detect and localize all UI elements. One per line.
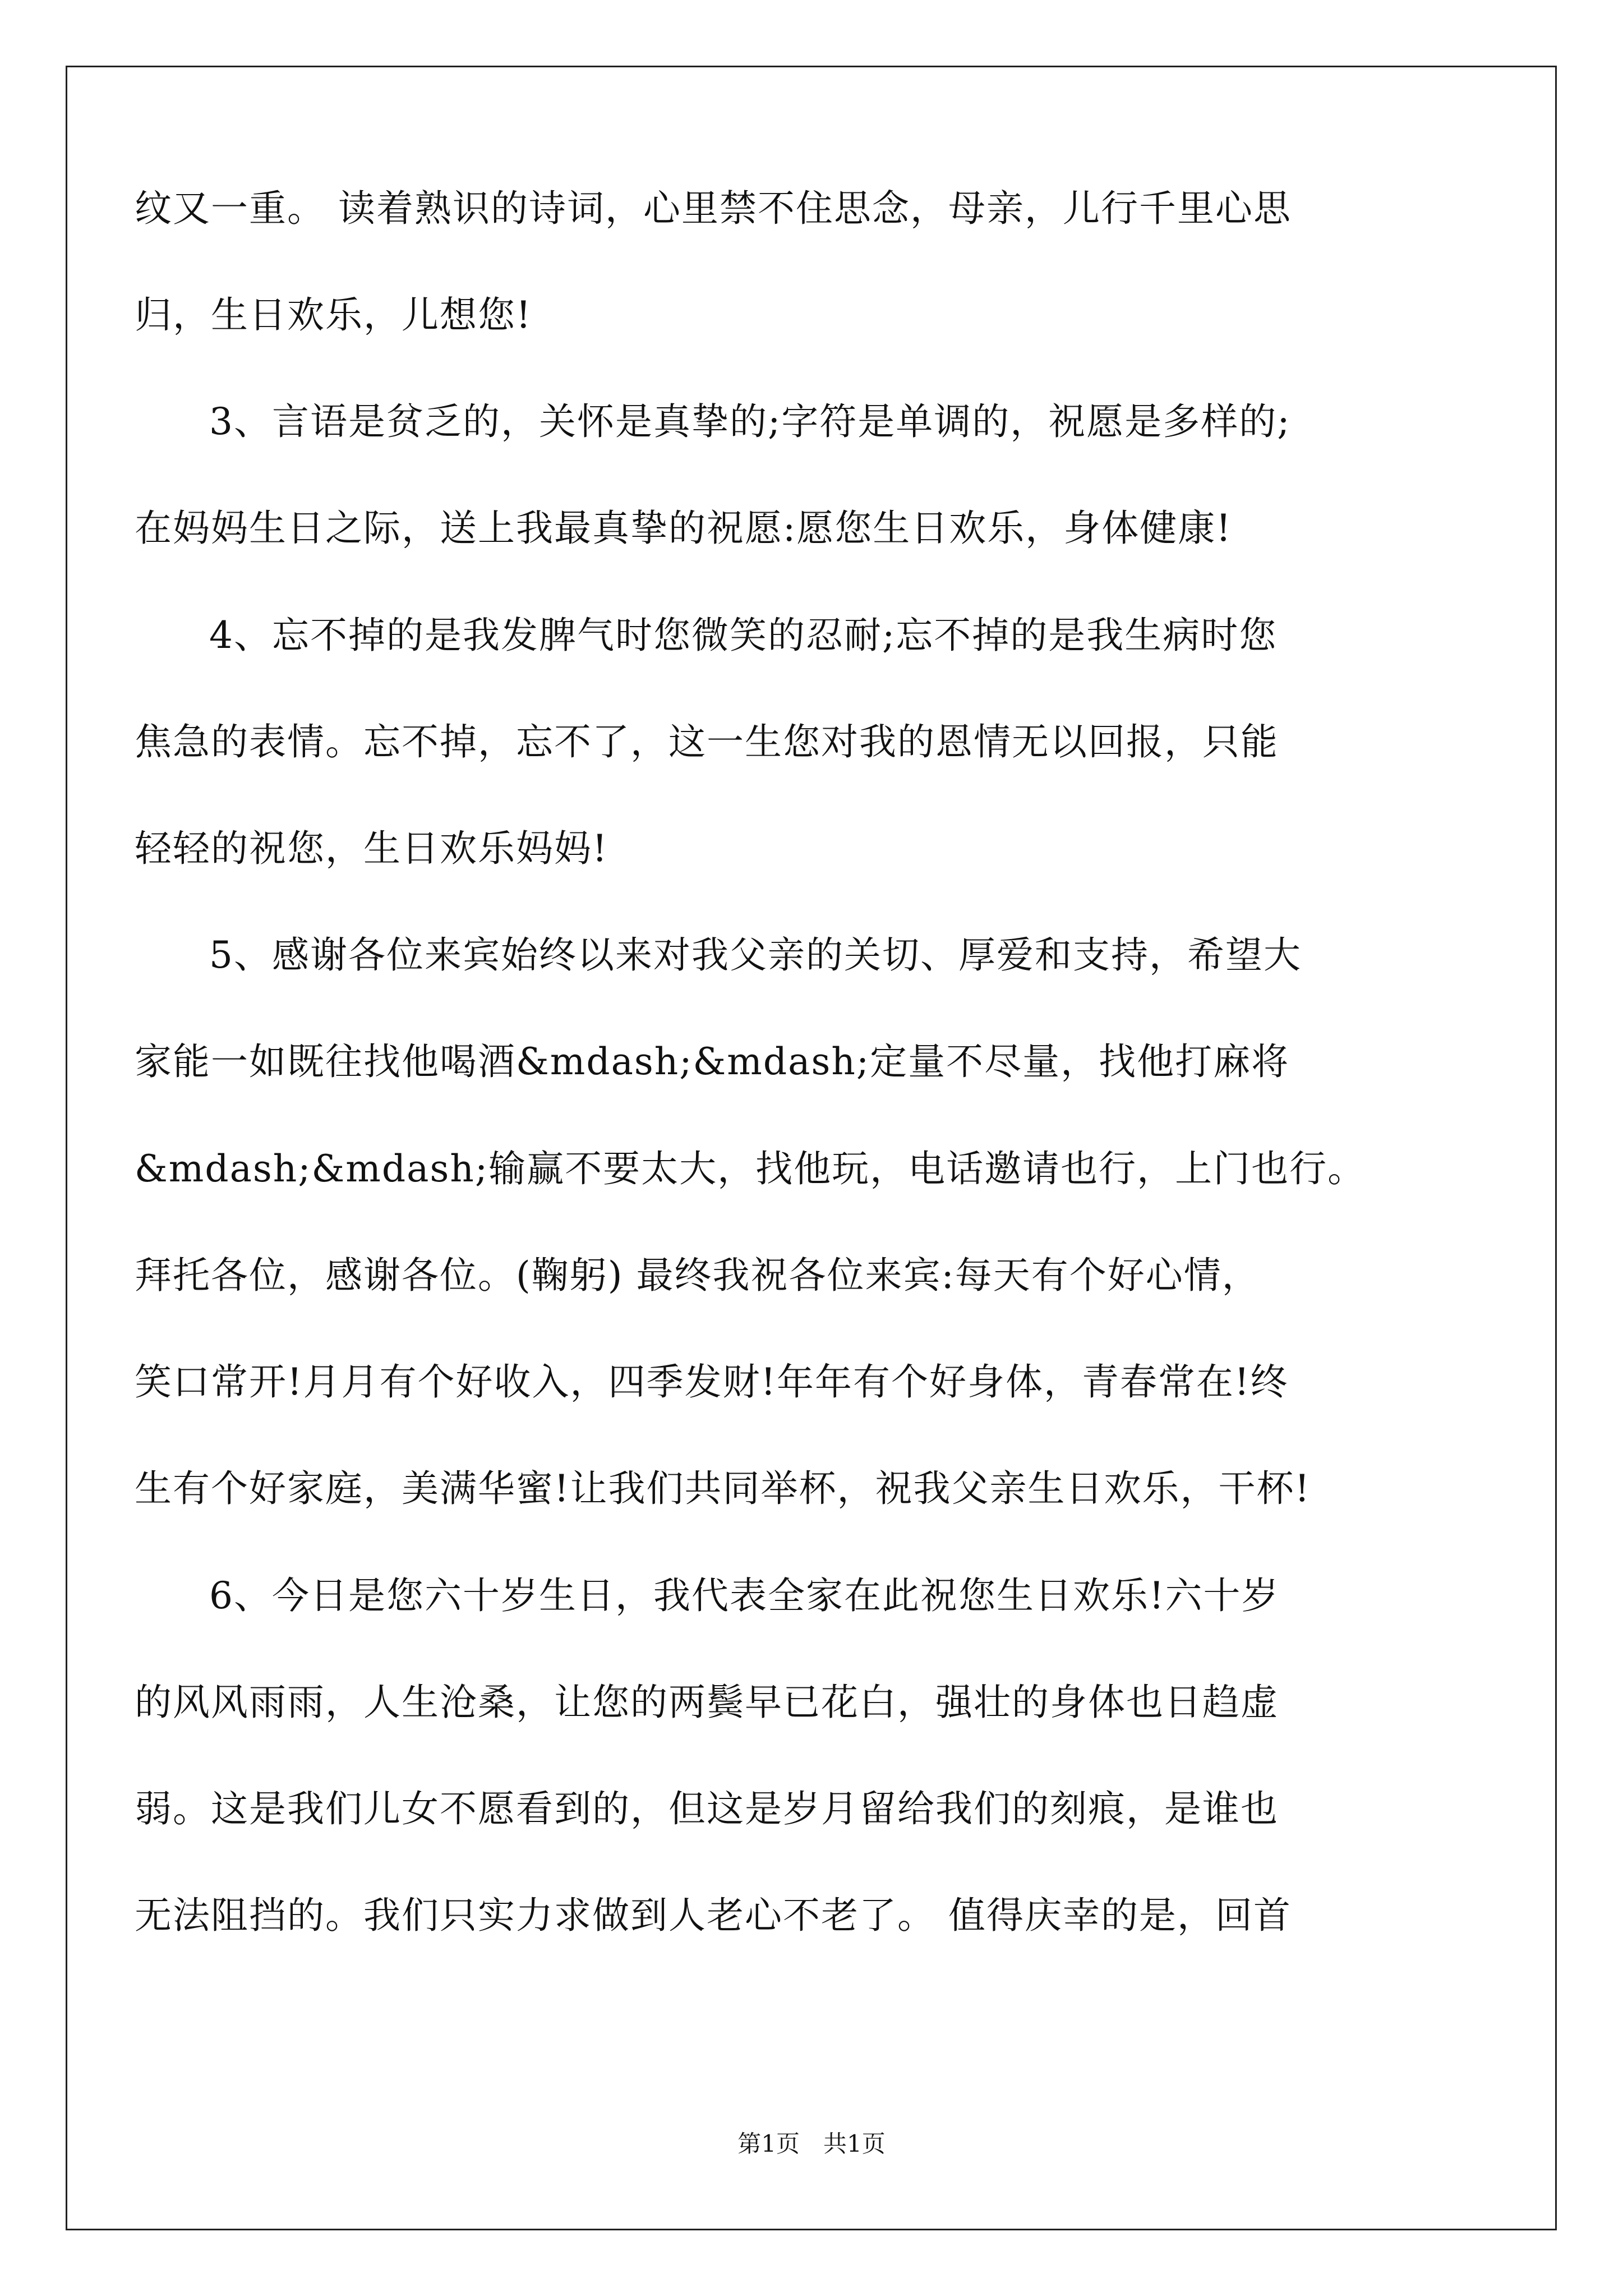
text-line: 3、言语是贫乏的，关怀是真挚的;字符是单调的，祝愿是多样的; — [209, 400, 1291, 443]
text-line: 拜托各位，感谢各位。(鞠躬) 最终我祝各位来宾:每天有个好心情， — [135, 1254, 1260, 1297]
text-line: 6、今日是您六十岁生日，我代表全家在此祝您生日欢乐!六十岁 — [209, 1574, 1280, 1617]
text-line: 无法阻挡的。我们只实力求做到人老心不老了。 值得庆幸的是，回首 — [135, 1894, 1292, 1937]
text-line: 归，生日欢乐，儿想您! — [135, 293, 532, 337]
text-line: 纹又一重。 读着熟识的诗词，心里禁不住思念，母亲，儿行千里心思 — [135, 187, 1292, 230]
text-line: 5、感谢各位来宾始终以来对我父亲的关切、厚爱和支持，希望大 — [209, 933, 1302, 977]
page-number-footer: 第1页 共1页 — [737, 2130, 886, 2157]
text-line: 轻轻的祝您，生日欢乐妈妈! — [135, 827, 608, 870]
text-line: 的风风雨雨，人生沧桑，让您的两鬓早已花白，强壮的身体也日趋虚 — [135, 1681, 1279, 1724]
text-line: 在妈妈生日之际，送上我最真挚的祝愿:愿您生日欢乐，身体健康! — [135, 507, 1232, 550]
text-line: 笑口常开!月月有个好收入，四季发财!年年有个好身体，青春常在!终 — [135, 1360, 1289, 1404]
text-line: 焦急的表情。忘不掉，忘不了，这一生您对我的恩情无以回报，只能 — [135, 720, 1279, 763]
text-line: 4、忘不掉的是我发脾气时您微笑的忍耐;忘不掉的是我生病时您 — [209, 614, 1278, 657]
text-line: 弱。这是我们儿女不愿看到的，但这是岁月留给我们的刻痕，是谁也 — [135, 1787, 1279, 1830]
text-line: &mdash;&mdash;输赢不要太大，找他玩，电话邀请也行，上门也行。 — [135, 1147, 1366, 1190]
text-line: 家能一如既往找他喝酒&mdash;&mdash;定量不尽量，找他打麻将 — [135, 1040, 1290, 1083]
text-line: 生有个好家庭，美满华蜜!让我们共同举杯，祝我父亲生日欢乐，干杯! — [135, 1467, 1311, 1510]
